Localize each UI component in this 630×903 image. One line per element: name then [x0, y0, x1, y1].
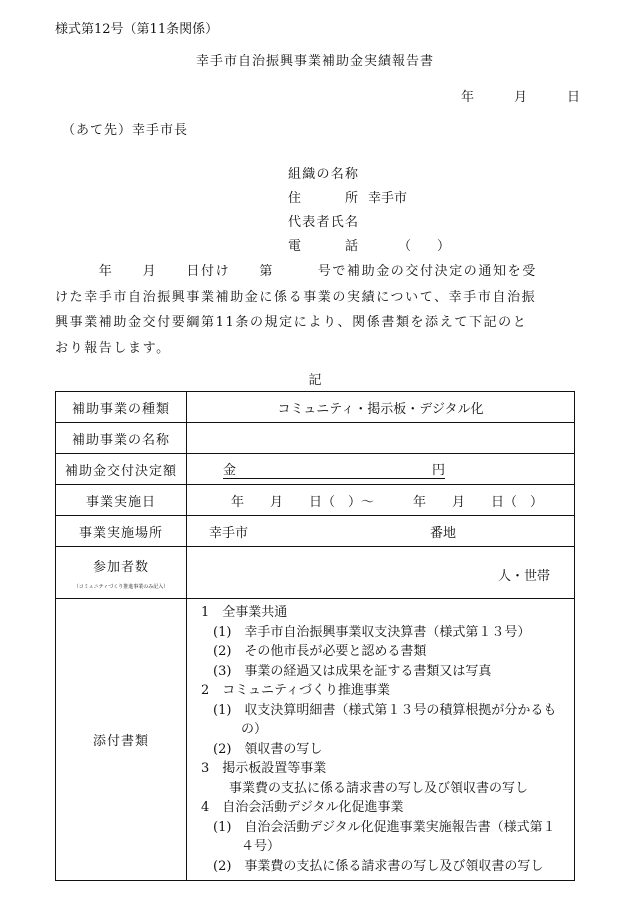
table-row: [56, 599, 575, 881]
body-line: けた幸手市自治振興事業補助金に係る事業の実績について、幸手市自治振: [55, 289, 537, 305]
attach-line: 事業費の支払に係る請求書の写し及び領収書の写し: [229, 780, 529, 796]
date-month: 月: [513, 90, 527, 105]
org-address-row: [288, 187, 508, 211]
org-phone-label: 電 話: [288, 239, 358, 254]
period-value: [187, 485, 575, 516]
attach-label: 添付書類: [56, 599, 187, 881]
attach-line: 2 コミュニティづくり推進事業: [201, 683, 390, 698]
amount-line: [223, 459, 445, 479]
attach-line: (3) 事業の経過又は成果を証する書類又は写真: [213, 663, 492, 679]
org-name-row: [288, 163, 508, 187]
participants-unit: 人・世帯: [497, 569, 550, 584]
name-label: 補助事業の名称: [56, 423, 187, 454]
org-address-label: 住 所: [288, 191, 358, 206]
place-city: 幸手市: [209, 525, 249, 541]
amount-label: 補助金交付決定額: [56, 454, 187, 485]
org-rep-label: 代表者氏名: [288, 215, 358, 230]
name-value: [187, 423, 575, 454]
attach-line: ４号）: [241, 839, 281, 854]
table-row: [56, 516, 575, 547]
place-value: [187, 516, 575, 547]
table-row: [56, 547, 575, 599]
attach-line: (2) 事業費の支払に係る請求書の写し及び領収書の写し: [213, 858, 544, 874]
body-line: 興事業補助金交付要綱第11条の規定により、関係書類を添えて下記のと: [55, 315, 528, 330]
date-year: 年: [460, 90, 474, 105]
attach-line: (2) 領収書の写し: [213, 741, 323, 757]
report-body: [55, 259, 577, 361]
participants-label: 参加者数: [92, 559, 149, 575]
body-line: 年 月 日付け 第 号で補助金の交付決定の通知を受: [55, 264, 537, 279]
attach-line: 4 自治会活動デジタル化促進事業: [201, 800, 404, 815]
attach-line: の）: [241, 722, 268, 737]
place-suffix: 番地: [430, 525, 457, 541]
org-phone-value: （ ）: [398, 239, 451, 254]
attach-line: 3 掲示板設置等事業: [201, 761, 327, 776]
org-name-label: 組織の名称: [288, 167, 358, 182]
participants-value: [187, 547, 575, 599]
org-rep-row: [288, 211, 508, 235]
report-date: [461, 86, 580, 105]
participants-label-cell: [56, 547, 187, 599]
table-row: [56, 485, 575, 516]
participants-note: （コミュニティづくり推進事業のみ記入）: [73, 583, 169, 590]
period-label: 事業実施日: [56, 485, 187, 516]
addressee: （あて先）幸手市長: [62, 123, 189, 138]
attach-line: (2) その他市長が必要と認める書類: [213, 644, 427, 659]
org-phone-row: [288, 235, 508, 259]
organization-block: [288, 163, 508, 259]
period-text: 年 月 日（ ）〜 年 月 日（ ）: [231, 494, 544, 510]
amount-prefix: 金: [223, 463, 237, 478]
ki-heading: 記: [308, 373, 322, 388]
amount-value: [187, 454, 575, 485]
body-line: おり報告します。: [55, 340, 171, 356]
report-table: [55, 391, 575, 881]
document-title: 幸手市自治振興事業補助金実績報告書: [195, 54, 434, 69]
attach-line: (1) 幸手市自治振興事業収支決算書（様式第１３号）: [213, 624, 531, 640]
date-day: 日: [566, 90, 580, 105]
attach-line: (1) 収支決算明細書（様式第１３号の積算根拠が分かるも: [213, 702, 557, 718]
amount-suffix: 円: [431, 463, 445, 478]
type-value: コミュニティ・掲示板・デジタル化: [187, 392, 575, 423]
table-row: [56, 454, 575, 485]
org-address-value: 幸手市: [368, 191, 408, 206]
place-label: 事業実施場所: [56, 516, 187, 547]
attach-line: 1 全事業共通: [201, 605, 288, 620]
attach-list: [187, 599, 575, 881]
table-row: [56, 392, 575, 423]
type-label: 補助事業の種類: [56, 392, 187, 423]
attach-line: (1) 自治会活動デジタル化促進事業実施報告書（様式第１: [213, 819, 556, 835]
table-row: [56, 423, 575, 454]
form-number: 様式第12号（第11条関係）: [55, 22, 219, 37]
